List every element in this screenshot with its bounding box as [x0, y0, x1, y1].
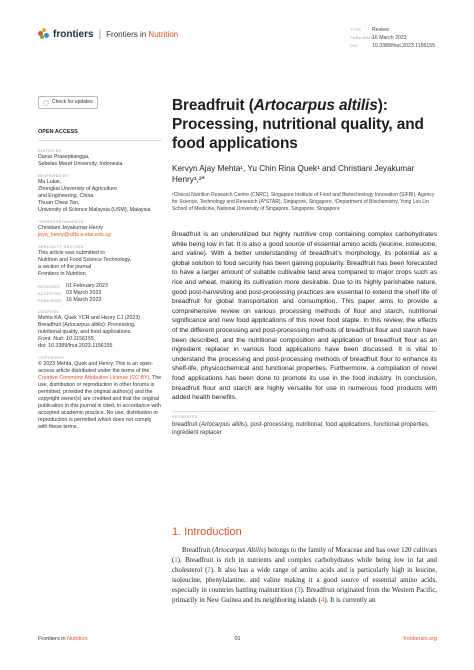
introduction-heading: 1. Introduction — [172, 526, 242, 538]
keywords-list: breadfruit (Artocarpus altilis), post-processing, nutritional, food applications, functional properties, ingredient replacer — [172, 421, 430, 436]
cc-by-license-link[interactable]: Creative Commons Attribution License (CC BY) — [38, 375, 150, 381]
reference-link[interactable]: 3 — [297, 587, 301, 594]
specialty-line: Nutrition and Food Science Technology, — [38, 257, 132, 263]
open-access-label: OPEN ACCESS — [38, 129, 78, 135]
citation-line: nutritional quality, and food applications. — [38, 329, 132, 335]
check-updates-button[interactable] — [38, 96, 98, 109]
received-date: RECEIVED 01 February 2023 — [38, 283, 108, 289]
edited-by-line: Sebelas Maret University, Indonesia — [38, 161, 123, 167]
citation-line: Front. Nutr. 10:1156155. — [38, 336, 96, 342]
reference-link[interactable]: 2 — [207, 567, 211, 574]
article-main — [172, 96, 437, 437]
citation-line: Mehta KA, Quek YCR and Henry CJ (2023) — [38, 315, 141, 321]
page-number: 01 — [234, 636, 241, 642]
copyright-label: COPYRIGHT — [38, 355, 65, 360]
doi-label: DOI — [350, 43, 358, 48]
citation-line: doi: 10.3389/fnut.2023.1156155 — [38, 343, 113, 349]
page-header — [38, 24, 438, 64]
citation-label: CITATION — [38, 309, 59, 314]
copyright-text: © 2023 Mehta, Quek and Henry. This is an open-access article distributed under the terms of the Creative Commons Attribution License (CC BY). The use, distribution or reproduction in other forums is permitted, provided the original author(s) and the copyright owner(s) are credited and that the original publication in this journal is cited, in accordance with accepted academic practice. No use, distribution or reproduction is permitted which does not comply with these terms. — [38, 361, 162, 430]
frontiers-logo-icon — [38, 28, 50, 40]
accepted-date: ACCEPTED 03 March 2023 — [38, 290, 102, 296]
author-list: Kervyn Ajay Mehta¹, Yu Chin Rina Quek¹ and Christiani Jeyakumar Henry¹,²* — [172, 164, 415, 184]
keywords-label: KEYWORDS — [172, 411, 437, 419]
specialty-section-label: SPECIALTY SECTION — [38, 244, 84, 249]
article-title: Breadfruit (Artocarpus altilis): Processing, nutritional quality, and food applications — [172, 97, 424, 152]
journal-name: Frontiers in Nutrition — [106, 29, 179, 39]
citation-line: Breadfruit (Artocarpus altilis): Processing, — [38, 322, 136, 328]
reference-link[interactable]: 4 — [320, 597, 325, 604]
affiliations: ¹Clinical Nutrition Research Centre (CNRC), Singapore Institute of Food and Biotechnology Innovation (SIFBI), Agency for Science, Technology and Research (A*STAR), Singapore, Singapore, ²Department of Biochemistry, Yong Loo Lin School of Medicine, National University of Singapore, Singapore, Singapore — [172, 192, 435, 212]
abstract-text: Breadfruit is an underutilized but highly nutritive crop containing complex carbohydrates while being low in fat. It is also a good source of essential amino acids (leucine, isoleucine, and valine). With a better understanding of breadfruit’s morphology, its potential as a global solution to food security has been gaining popularity. Breadfruit has been forecasted to have a larger amount of suitable cultivable land area compared to major crops such as rice and wheat, making its cultivation more desirable. Due to its highly perishable nature, good post-harvesting and post-processing practices are essential to extend the shelf life of breadfruit for global transportation and consumption. This paper aims to provide a comprehensive review on various processing methods of flour and starch, nutritional significance and new food applications of this novel food staple. In this review, the effects of the different processing and post-processing methods of breadfruit flour and starch have been described, and the nutritional composition and application of breadfruit flour as an ingredient replacer in various food applications have been discussed. It is vital to understand the processing and post-processing methods of breadfruit flour to enhance its shelf-life, physicochemical and functional properties. Furthermore, a compilation of novel food applications has been done to promote its use in the food industry. In conclusion, breadfruit flour and starch are highly versatile for use in numerous food products with added health benefits. — [172, 231, 437, 402]
reviewed-by-label: REVIEWED BY — [38, 173, 70, 178]
correspondence-email-link[interactable]: jeya_henry@sifbi.a-star.edu.sg — [38, 232, 111, 238]
frontiers-logo[interactable] — [38, 28, 178, 40]
sidebar — [38, 96, 162, 431]
footer-site-link[interactable]: frontiersin.org — [403, 636, 437, 642]
reviewer-line: Zhongkai University of Agriculture — [38, 186, 117, 192]
check-updates-label: Check for updates — [52, 99, 93, 105]
reviewer-line: Mu Lukai, — [38, 179, 61, 185]
correspondence-name: Christiani Jeyakumar Henry — [38, 225, 104, 231]
footer-journal: Frontiers in Nutrition — [38, 636, 88, 642]
brand-name: frontiers — [53, 28, 94, 40]
check-updates-icon — [43, 100, 49, 106]
specialty-line: This article was submitted to — [38, 250, 105, 256]
edited-by-label: EDITED BY — [38, 148, 62, 153]
reviewer-line: Thuan Chew Tan, — [38, 200, 80, 206]
type-value: Review — [372, 27, 390, 33]
type-label: TYPE — [350, 27, 362, 32]
edited-by-line: Danar Praseptiangga, — [38, 154, 90, 160]
introduction-paragraph: Breadfruit (Artocarpus Altilis) belongs to the family of Moraceae and has over 120 cultivars (1). Breadfruit is rich in nutrients and complex carbohydrates while being low in fat and cholesterol (2). It also has a wide range of amino acids and is particularly high in leucine, isoleucine, phenylalanine, and valine making it a good source of essential amino acids, especially in countries battling malnutrition (3). Breadfruit originated from the Western Pacific, primarily in New Guinea and its neighboring islands (4). It is currently an — [172, 547, 437, 604]
brand-separator: | — [98, 28, 102, 40]
published-label: PUBLISHED — [350, 35, 375, 40]
doi-value[interactable]: 10.3389/fnut.2023.1156155 — [372, 43, 436, 49]
reviewer-line: and Engineering, China — [38, 193, 94, 199]
article-meta — [350, 26, 435, 50]
published-date: PUBLISHED 16 March 2023 — [38, 297, 102, 303]
correspondence-label: *CORRESPONDENCE — [38, 219, 84, 224]
specialty-line: Frontiers in Nutrition — [38, 271, 86, 277]
reference-link[interactable]: 1 — [174, 557, 178, 564]
published-value: 16 March 2023 — [372, 35, 407, 41]
specialty-line: a section of the journal — [38, 264, 92, 270]
reviewer-line: University of Science Malaysia (USM), Malaysia — [38, 207, 151, 213]
